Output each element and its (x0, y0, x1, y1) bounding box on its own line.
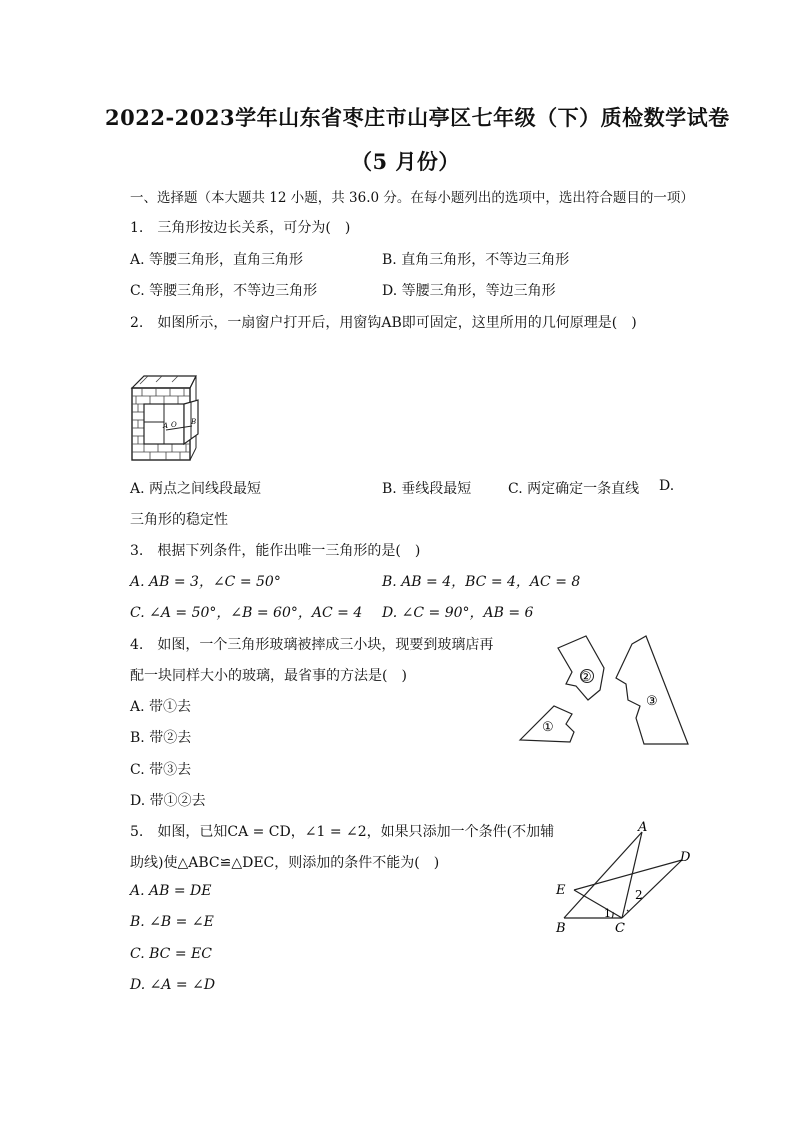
angle-2-label: 2 (635, 888, 643, 902)
question-4-stem-line2: 配一块同样大小的玻璃，最省事的方法是( ) (130, 668, 407, 684)
piece-1-label: ① (542, 720, 554, 735)
q1-option-d: D. 等腰三角形，等边三角形 (382, 283, 556, 299)
point-a-label: A (638, 820, 648, 835)
exam-title: 2022-2023学年山东省枣庄市山亭区七年级（下）质检数学试卷 (105, 105, 730, 130)
triangle-figure (552, 822, 712, 937)
q3-option-b: B. AB = 4，BC = 4，AC = 8 (382, 574, 581, 590)
question-2-stem: 2. 如图所示，一扇窗户打开后，用窗钩AB即可固定，这里所用的几何原理是( ) (130, 315, 637, 331)
q4-option-c: C. 带③去 (130, 762, 192, 778)
piece-2-label: ② (580, 670, 592, 685)
question-5-stem-line1: 5. 如图，已知CA = CD，∠1 = ∠2，如果只添加一个条件(不加辅 (130, 824, 555, 840)
q5-option-d: D. ∠A = ∠D (130, 977, 216, 993)
q2-option-b: B. 垂线段最短 (382, 481, 472, 497)
question-5-stem-line2: 助线)使△ABC≌△DEC，则添加的条件不能为( ) (130, 855, 440, 871)
q2-option-d-marker: D. (659, 478, 675, 494)
section-heading: 一、选择题（本大题共 12 小题，共 36.0 分。在每小题列出的选项中，选出符合题目的一项） (130, 190, 694, 206)
point-d-label: D (680, 850, 691, 865)
q1-option-a: A. 等腰三角形，直角三角形 (130, 252, 304, 268)
window-figure (130, 374, 200, 464)
q1-option-c: C. 等腰三角形，不等边三角形 (130, 283, 318, 299)
point-e-label: E (556, 883, 566, 898)
q5-option-b: B. ∠B = ∠E (130, 914, 214, 930)
exam-subtitle: （5 月份） (351, 149, 460, 174)
q2-option-c: C. 两定确定一条直线 (508, 481, 640, 497)
q5-option-a: A. AB = DE (130, 883, 212, 899)
point-b-label: B (556, 921, 566, 936)
question-3-stem: 3. 根据下列条件，能作出唯一三角形的是( ) (130, 543, 421, 559)
q3-option-c: C. ∠A = 50°，∠B = 60°，AC = 4 (130, 605, 363, 621)
q2-option-a: A. 两点之间线段最短 (130, 481, 262, 497)
angle-1-label: 1 (604, 907, 611, 920)
q1-option-b: B. 直角三角形，不等边三角形 (382, 252, 570, 268)
q3-option-d: D. ∠C = 90°，AB = 6 (382, 605, 534, 621)
q2-option-d-text: 三角形的稳定性 (130, 512, 228, 528)
q4-option-b: B. 带②去 (130, 730, 192, 746)
q3-option-a: A. AB = 3，∠C = 50° (130, 574, 281, 590)
question-4-stem-line1: 4. 如图，一个三角形玻璃被摔成三小块，现要到玻璃店再 (130, 637, 494, 653)
piece-3-label: ③ (646, 694, 658, 709)
question-1-stem: 1. 三角形按边长关系，可分为( ) (130, 220, 351, 236)
q4-option-a: A. 带①去 (130, 699, 192, 715)
point-c-label: C (615, 921, 625, 936)
window-label-o: O (171, 421, 177, 429)
window-label-a: A (163, 422, 169, 430)
window-label-b: B (191, 418, 197, 426)
q4-option-d: D. 带①②去 (130, 793, 206, 809)
q5-option-c: C. BC = EC (130, 946, 212, 962)
broken-glass-figure (516, 634, 696, 754)
